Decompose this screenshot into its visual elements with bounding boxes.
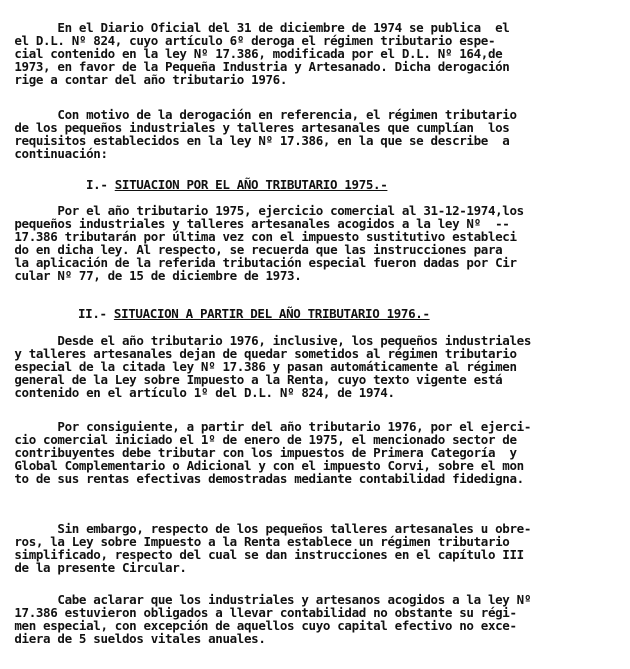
paragraph-4-line-1: Desde el año tributario 1976, inclusive, los pequeños industriales: [0, 333, 531, 348]
section-heading-2: [78, 307, 430, 320]
paragraph-2-line-3: requisitos establecidos en la ley Nº 17.386, en la que se describe a: [0, 133, 510, 148]
paragraph-2-line-4: continuación:: [0, 146, 108, 161]
paragraph-3-line-1: Por el año tributario 1975, ejercicio comercial al 31-12-1974,los: [0, 203, 524, 218]
paragraph-5-line-3: contribuyentes debe tributar con los impuestos de Primera Categoría y: [0, 445, 517, 460]
paragraph-5-line-5: to de sus rentas efectivas demostradas mediante contabilidad fidedigna.: [0, 471, 524, 486]
paragraph-6-line-2: ros, la Ley sobre Impuesto a la Renta establece un régimen tributario: [0, 534, 510, 549]
section-heading-2-number: II.-: [78, 306, 107, 321]
paragraph-4-line-3: especial de la citada ley Nº 17.386 y pasan automáticamente al régimen: [0, 359, 517, 374]
paragraph-6-line-3: simplificado, respecto del cual se dan instrucciones en el capítulo III: [0, 547, 524, 562]
paragraph-2-line-1: Con motivo de la derogación en referencia, el régimen tributario: [0, 107, 517, 122]
paragraph-7-line-3: men especial, con excepción de aquellos cuyo capital efectivo no exce-: [0, 618, 517, 633]
paragraph-1-line-5: rige a contar del año tributario 1976.: [0, 72, 288, 87]
paragraph-7-line-1: Cabe aclarar que los industriales y artesanos acogidos a la ley Nº: [0, 592, 531, 607]
paragraph-1-line-3: cial contenido en la ley Nº 17.386, modificada por el D.L. Nº 164,de: [0, 46, 503, 61]
paragraph-5-line-2: cio comercial iniciado el 1º de enero de 1975, el mencionado sector de: [0, 432, 517, 447]
paragraph-1-line-1: En el Diario Oficial del 31 de diciembre de 1974 se publica el: [0, 20, 510, 35]
paragraph-4-line-2: y talleres artesanales dejan de quedar sometidos al régimen tributario: [0, 346, 517, 361]
section-heading-1-text: SITUACION POR EL AÑO TRIBUTARIO 1975.-: [114, 177, 388, 192]
section-heading-2-text: SITUACION A PARTIR DEL AÑO TRIBUTARIO 1976.-: [113, 306, 430, 321]
section-heading-1: [86, 178, 387, 191]
paragraph-1-line-2: el D.L. Nº 824, cuyo artículo 6º deroga el régimen tributario espe-: [0, 33, 496, 48]
section-heading-1-number: I.-: [86, 177, 108, 192]
paragraph-3-line-4: do en dicha ley. Al respecto, se recuerda que las instrucciones para: [0, 242, 503, 257]
paragraph-4-line-4: general de la Ley sobre Impuesto a la Renta, cuyo texto vigente está: [0, 372, 503, 387]
paragraph-7-line-4: diera de 5 sueldos vitales anuales.: [0, 631, 266, 646]
paragraph-3-line-5: la aplicación de la referida tributación especial fueron dadas por Cir: [0, 255, 517, 270]
paragraph-5-line-4: Global Complementario o Adicional y con el impuesto Corvi, sobre el mon: [0, 458, 524, 473]
paragraph-7-line-2: 17.386 estuvieron obligados a llevar contabilidad no obstante su régi-: [0, 605, 517, 620]
paragraph-5-line-1: Por consiguiente, a partir del año tributario 1976, por el ejerci-: [0, 419, 531, 434]
paragraph-6-line-1: Sin embargo, respecto de los pequeños talleres artesanales u obre-: [0, 521, 531, 536]
paragraph-4-line-5: contenido en el artículo 1º del D.L. Nº 824, de 1974.: [0, 385, 395, 400]
paragraph-3-line-6: cular Nº 77, de 15 de diciembre de 1973.: [0, 268, 302, 283]
paragraph-6-line-4: de la presente Circular.: [0, 560, 187, 575]
paragraph-3-line-2: pequeños industriales y talleres artesanales acogidos a la ley Nº --: [0, 216, 510, 231]
paragraph-3-line-3: 17.386 tributarán por última vez con el impuesto sustitutivo estableci: [0, 229, 517, 244]
paragraph-2-line-2: de los pequeños industriales y talleres artesanales que cumplían los: [0, 120, 510, 135]
paragraph-1-line-4: 1973, en favor de la Pequeña Industria y Artesanado. Dicha derogación: [0, 59, 510, 74]
